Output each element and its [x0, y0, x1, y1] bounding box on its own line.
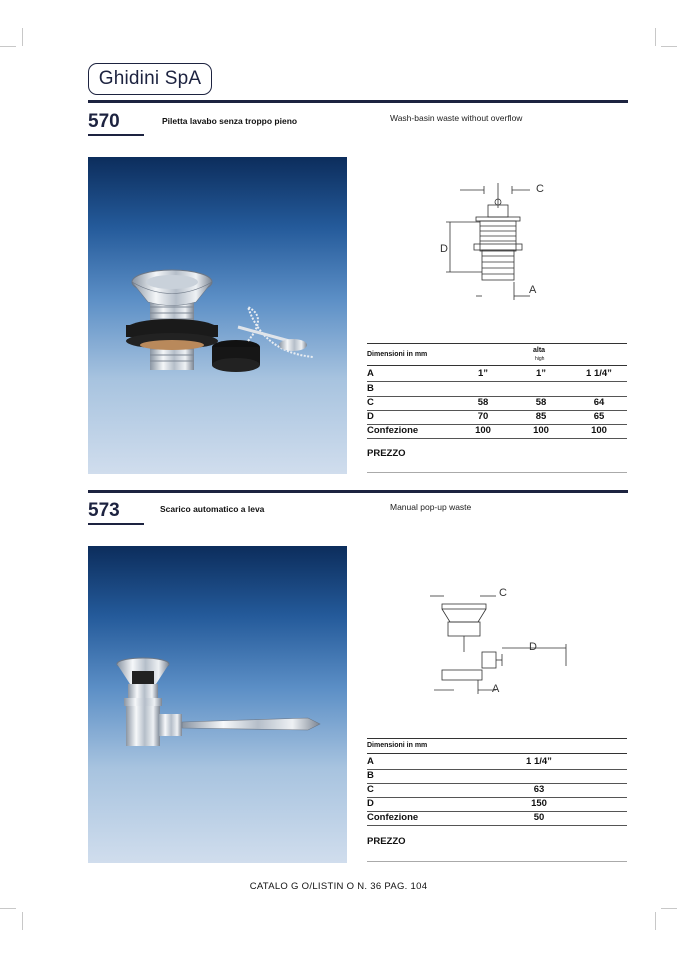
dimension-drawing [430, 178, 560, 308]
code-underline [88, 134, 144, 136]
crop-mark [661, 46, 677, 47]
table-row: Confezione 100 100 100 [367, 424, 627, 439]
crop-mark [0, 46, 16, 47]
technical-diagram [430, 178, 560, 308]
crop-mark [655, 28, 656, 46]
dimension-drawing [426, 582, 576, 702]
col-header-high: high [535, 356, 545, 362]
dim-label-d: D [529, 641, 537, 653]
dim-label-c: C [536, 183, 544, 195]
table-row: C 58 58 64 [367, 396, 627, 411]
col-header-alta: alta [533, 347, 546, 354]
price-label: PREZZO [367, 836, 406, 847]
crop-mark [661, 908, 677, 909]
company-logo: Ghidini SpA [88, 63, 212, 95]
table-row: B [367, 769, 627, 784]
product-photo [88, 546, 347, 863]
product-code: 570 [88, 111, 120, 132]
table-header-label: Dimensioni in mm [367, 742, 428, 749]
product-title-it: Piletta lavabo senza troppo pieno [162, 116, 298, 126]
pop-up-waste-image [88, 546, 347, 863]
wash-basin-waste-image [88, 157, 347, 474]
dim-label-a: A [492, 683, 500, 695]
price-label: PREZZO [367, 448, 406, 459]
table-row: D 70 85 65 [367, 410, 627, 425]
table-row: A 1” 1” 1 1/4” [367, 367, 627, 382]
dimensions-table [367, 343, 627, 473]
dim-label-c: C [499, 587, 507, 599]
table-row: D 150 [367, 797, 627, 812]
technical-diagram [426, 582, 576, 702]
crop-mark [0, 908, 16, 909]
dimensions-table [367, 738, 627, 862]
crop-mark [22, 28, 23, 46]
product-title-en: Manual pop-up waste [390, 502, 472, 512]
product-title-en: Wash-basin waste without overflow [390, 113, 523, 123]
product-code: 573 [88, 500, 120, 521]
page-footer: CATALO G O/LISTIN O N. 36 PAG. 104 [249, 881, 428, 892]
dim-label-a: A [529, 284, 537, 296]
crop-mark [655, 912, 656, 930]
table-row: B [367, 382, 627, 397]
table-row: Confezione 50 [367, 811, 627, 826]
dim-label-d: D [440, 243, 448, 255]
section-rule [88, 100, 628, 103]
table-row: A 1 1/4” [367, 755, 627, 770]
table-header-label: Dimensioni in mm [367, 351, 428, 358]
section-rule [88, 490, 628, 493]
table-row: C 63 [367, 783, 627, 798]
product-photo [88, 157, 347, 474]
crop-mark [22, 912, 23, 930]
code-underline [88, 523, 144, 525]
product-title-it: Scarico automatico a leva [160, 504, 265, 514]
